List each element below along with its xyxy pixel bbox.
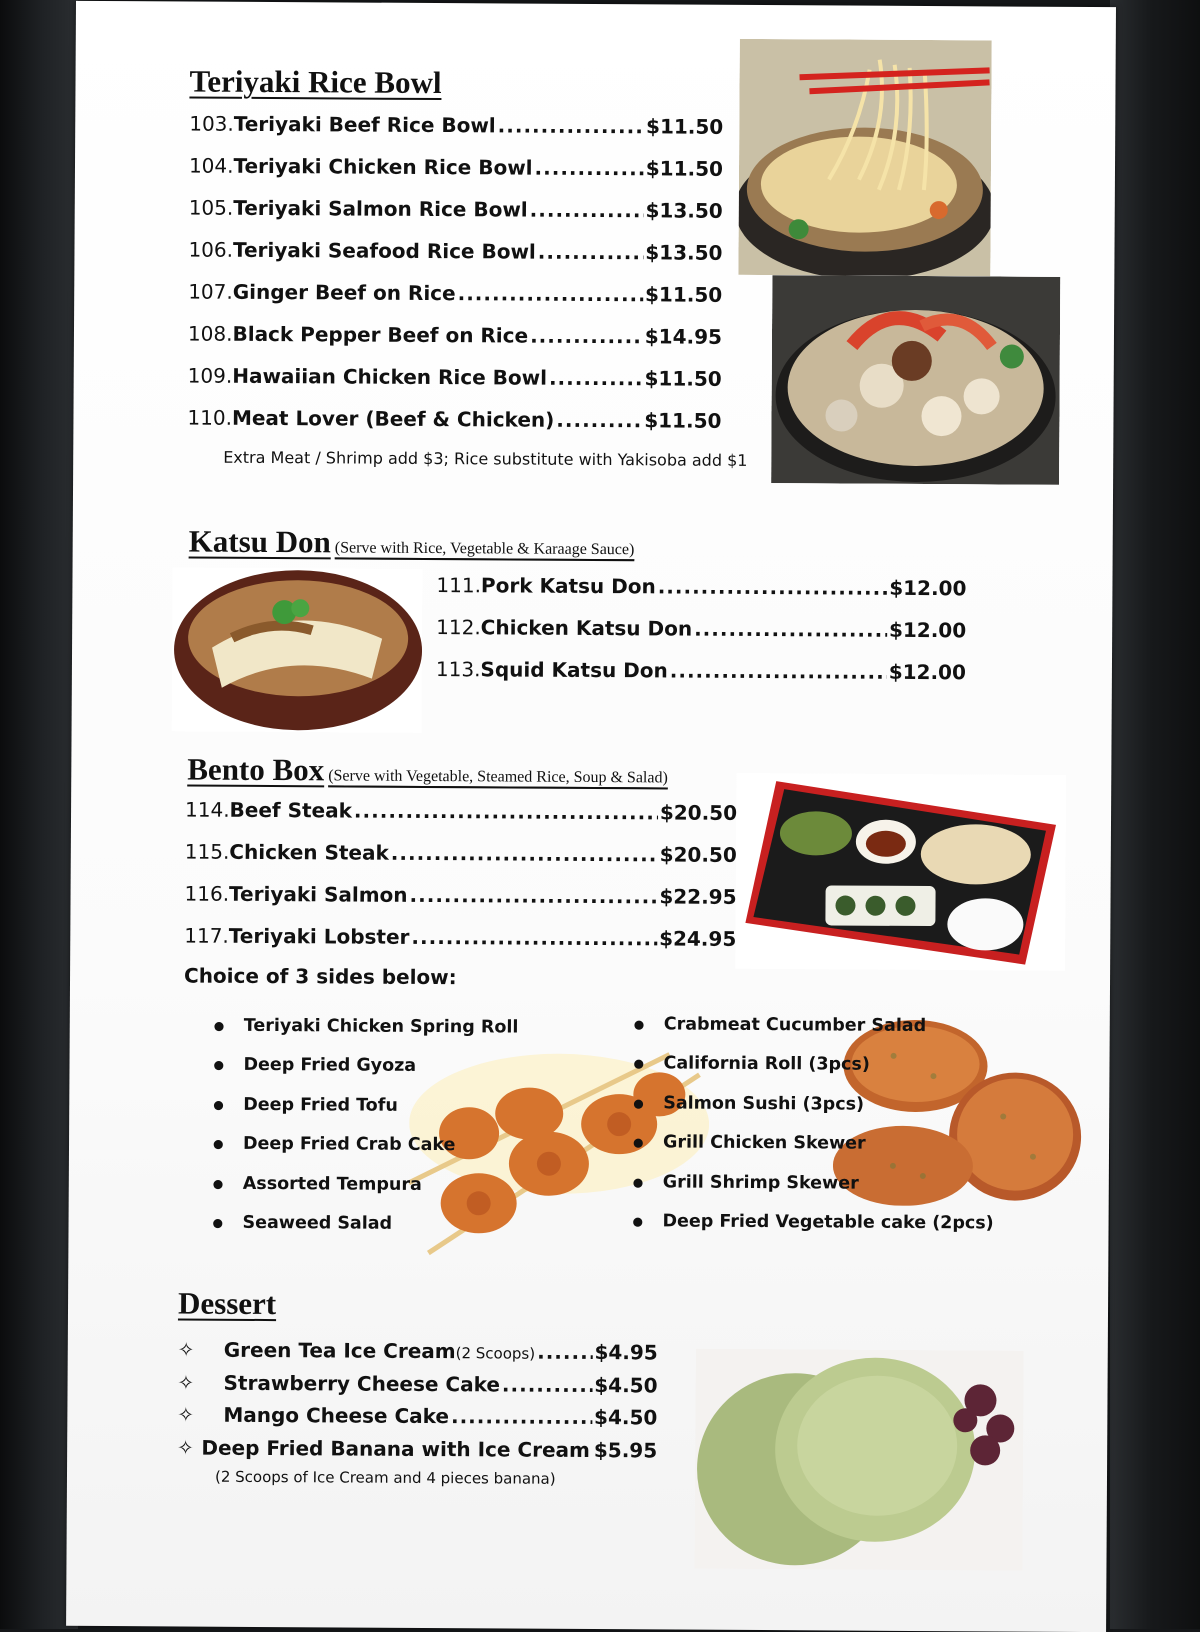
katsu-item-list (436, 573, 967, 702)
item-name: Teriyaki Seafood Rice Bowl (233, 238, 536, 264)
dot-leader (549, 366, 643, 391)
item-number: 117. (184, 924, 229, 948)
katsu-don-bowl-photo (172, 567, 423, 733)
dot-leader (498, 113, 645, 138)
bento-box-photo (735, 773, 1066, 971)
item-name: Black Pepper Beef on Rice (232, 322, 528, 348)
menu-item (188, 322, 722, 367)
item-price: $12.00 (889, 660, 966, 684)
menu-item (178, 1337, 658, 1372)
bullet-icon: ● (213, 1058, 243, 1072)
item-name-suffix: (2 Scoops) (456, 1344, 536, 1362)
item-name: Teriyaki Salmon Rice Bowl (233, 196, 528, 222)
bullet-icon: ● (633, 1096, 663, 1110)
menu-item (436, 615, 966, 660)
item-name (223, 1403, 449, 1428)
dot-leader (694, 617, 887, 642)
side-item (213, 1164, 518, 1205)
item-number: 113. (436, 657, 481, 681)
side-item (633, 1044, 994, 1086)
side-item-label: Salmon Sushi (3pcs) (663, 1093, 864, 1114)
menu-item (436, 573, 966, 618)
item-price: $12.00 (889, 618, 966, 642)
dessert-section-title: Dessert (178, 1285, 276, 1322)
item-name-text: Green Tea Ice Cream (224, 1338, 456, 1363)
side-item (213, 1045, 518, 1086)
side-item (632, 1202, 993, 1244)
menu-item (184, 882, 736, 927)
side-item-label: Seaweed Salad (242, 1213, 392, 1234)
bullet-icon: ● (633, 1056, 663, 1070)
menu-item (185, 798, 737, 843)
star-bullet-icon: ✧ (177, 1402, 223, 1426)
side-item-label: Deep Fried Vegetable cake (2pcs) (663, 1212, 994, 1234)
item-name: Teriyaki Salmon (229, 882, 408, 907)
side-item-label: Assorted Tempura (243, 1174, 422, 1195)
dot-leader (354, 799, 658, 825)
side-item-label: Deep Fried Crab Cake (243, 1134, 456, 1155)
side-item (633, 1083, 994, 1125)
menu-item (185, 840, 737, 885)
sides-list-left (212, 1006, 518, 1245)
item-name (201, 1435, 590, 1461)
dot-leader (538, 240, 644, 265)
item-name: Ginger Beef on Rice (233, 280, 456, 305)
item-name-text: Mango Cheese Cake (223, 1403, 449, 1428)
side-item-label: Teriyaki Chicken Spring Roll (244, 1016, 519, 1038)
menu-item (177, 1370, 657, 1405)
side-item-label: Grill Chicken Skewer (663, 1133, 866, 1154)
bullet-icon: ● (633, 1214, 663, 1228)
dot-leader (411, 925, 657, 951)
item-name: Squid Katsu Don (480, 657, 667, 682)
menu-item (187, 406, 721, 451)
side-item (633, 1162, 994, 1204)
item-price: $4.50 (594, 1373, 657, 1397)
dot-leader (670, 658, 887, 683)
bullet-icon: ● (213, 1216, 243, 1230)
bento-title: Bento Box (187, 752, 324, 788)
dot-leader (658, 574, 888, 599)
item-price: $11.50 (645, 282, 722, 306)
item-price: $22.95 (659, 884, 736, 908)
item-price: $5.95 (594, 1438, 657, 1462)
dessert-item-list (177, 1337, 658, 1470)
side-item-label: Crabmeat Cucumber Salad (664, 1014, 927, 1036)
katsu-title: Katsu Don (189, 524, 331, 560)
item-price: $11.50 (646, 114, 723, 138)
menu-item (177, 1435, 657, 1470)
sides-list-right (632, 1004, 995, 1243)
katsu-section-title (189, 524, 635, 563)
menu-item (177, 1402, 657, 1437)
dot-leader (391, 841, 658, 867)
item-number: 111. (436, 573, 481, 597)
bento-subtitle: (Serve with Vegetable, Steamed Rice, Soup & Salad) (328, 767, 668, 786)
item-name: Teriyaki Chicken Rice Bowl (233, 154, 532, 180)
seafood-bowl-photo (771, 275, 1060, 485)
item-price: $11.50 (646, 156, 723, 180)
item-price: $11.50 (644, 366, 721, 390)
item-name (224, 1338, 536, 1364)
bullet-icon: ● (213, 1097, 243, 1111)
teriyaki-extras-note: Extra Meat / Shrimp add $3; Rice substitute with Yakisoba add $1 (223, 448, 747, 470)
dot-leader (502, 1372, 592, 1397)
side-item (634, 1004, 995, 1046)
bento-section-title (187, 752, 668, 791)
item-number: 110. (187, 406, 232, 430)
menu-page (66, 1, 1116, 1632)
bento-item-list (184, 798, 737, 969)
item-number: 116. (184, 882, 229, 906)
menu-item (189, 196, 723, 241)
item-price: $4.95 (594, 1340, 657, 1364)
dot-leader (535, 156, 644, 181)
item-price: $13.50 (645, 240, 722, 264)
side-item (213, 1124, 518, 1165)
item-name: Beef Steak (230, 798, 353, 823)
item-number: 108. (188, 322, 233, 346)
item-name-text: Deep Fried Banana with Ice Cream (201, 1435, 590, 1461)
item-name: Chicken Katsu Don (481, 615, 693, 640)
bullet-icon: ● (213, 1137, 243, 1151)
dessert-note: (2 Scoops of Ice Cream and 4 pieces banana) (215, 1468, 556, 1488)
star-bullet-icon: ✧ (177, 1435, 201, 1459)
dot-leader (537, 1340, 593, 1364)
binder-edge-left (0, 0, 78, 1629)
item-number: 105. (189, 196, 234, 220)
item-number: 107. (188, 280, 233, 304)
menu-item (188, 238, 722, 283)
side-item (213, 1085, 518, 1126)
star-bullet-icon: ✧ (178, 1370, 224, 1394)
item-number: 109. (188, 364, 233, 388)
item-price: $14.95 (645, 324, 722, 348)
item-price: $20.50 (660, 842, 737, 866)
item-name: Teriyaki Beef Rice Bowl (234, 112, 496, 138)
menu-item (189, 154, 723, 199)
item-price: $24.95 (659, 926, 736, 950)
bullet-icon: ● (634, 1017, 664, 1031)
item-number: 114. (185, 798, 230, 822)
side-item (633, 1123, 994, 1165)
dot-leader (556, 408, 642, 433)
item-price: $11.50 (644, 408, 721, 432)
bento-sides-title: Choice of 3 sides below: (184, 964, 457, 990)
dot-leader (530, 324, 643, 349)
item-price: $4.50 (594, 1405, 657, 1429)
item-name: Chicken Steak (229, 840, 389, 865)
item-name: Teriyaki Lobster (229, 924, 410, 949)
menu-item (436, 657, 966, 702)
item-name: Hawaiian Chicken Rice Bowl (232, 364, 547, 390)
binder-edge-right (1110, 0, 1200, 1629)
side-item-label: Deep Fried Gyoza (243, 1055, 416, 1076)
bullet-icon: ● (633, 1135, 663, 1149)
menu-item (184, 924, 736, 969)
item-name (224, 1370, 501, 1396)
item-number: 103. (189, 112, 234, 136)
side-item-label: Deep Fried Tofu (243, 1095, 398, 1116)
item-name: Pork Katsu Don (481, 573, 656, 598)
dot-leader (410, 883, 658, 909)
menu-item (188, 364, 722, 409)
side-item (212, 1203, 517, 1244)
side-item-label: California Roll (3pcs) (663, 1054, 869, 1075)
dot-leader (530, 198, 644, 223)
noodle-bowl-photo (738, 39, 991, 277)
star-bullet-icon: ✧ (178, 1337, 224, 1361)
side-item-label: Grill Shrimp Skewer (663, 1172, 859, 1193)
item-number: 104. (189, 154, 234, 178)
katsu-subtitle: (Serve with Rice, Vegetable & Karaage Sauce) (335, 539, 635, 558)
teriyaki-section-title: Teriyaki Rice Bowl (189, 64, 441, 102)
green-tea-ice-cream-photo (694, 1349, 1023, 1571)
item-price: $12.00 (889, 576, 966, 600)
bullet-icon: ● (633, 1175, 663, 1189)
teriyaki-item-list (187, 112, 723, 451)
item-number: 115. (185, 840, 230, 864)
item-price: $20.50 (660, 800, 737, 824)
dot-leader (458, 281, 644, 306)
item-name: Meat Lover (Beef & Chicken) (232, 406, 554, 432)
dot-leader (451, 1404, 592, 1429)
bullet-icon: ● (213, 1176, 243, 1190)
item-number: 106. (188, 238, 233, 262)
item-price: $13.50 (645, 198, 722, 222)
side-item (214, 1006, 519, 1047)
menu-item (189, 112, 723, 157)
bullet-icon: ● (214, 1018, 244, 1032)
item-name-text: Strawberry Cheese Cake (224, 1370, 501, 1396)
item-number: 112. (436, 615, 481, 639)
menu-item (188, 280, 722, 325)
